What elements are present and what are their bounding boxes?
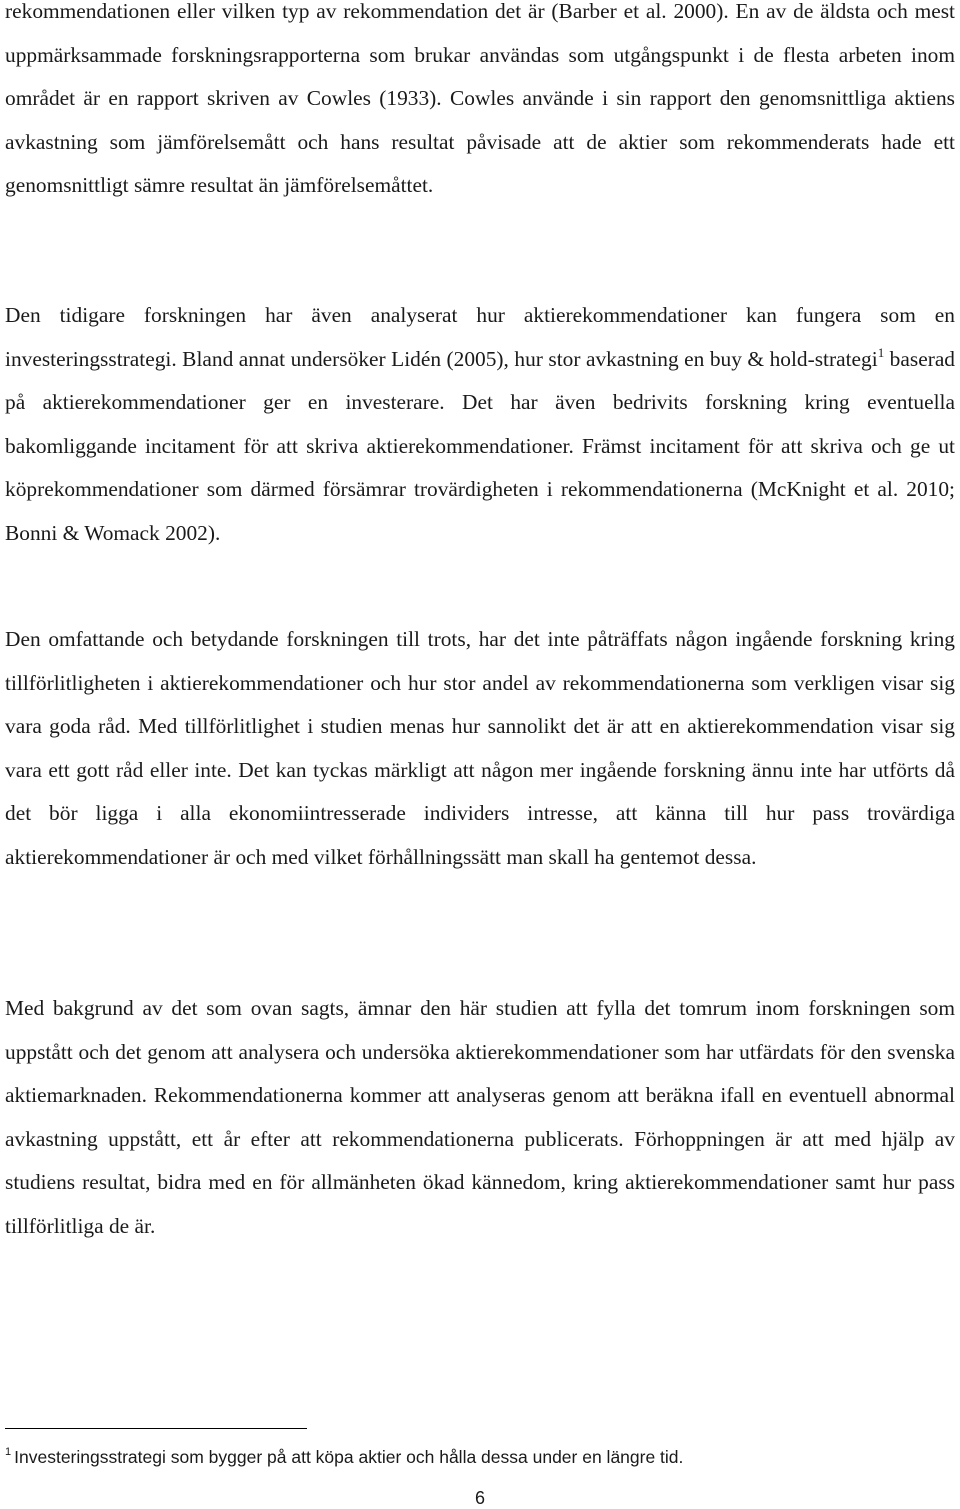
footnote-number: 1 [5,1446,12,1458]
footnote-text: Investeringsstrategi som bygger på att köpa aktier och hålla dessa under en längre tid. [14,1447,684,1467]
paragraph-3: Den omfattande och betydande forskningen till trots, har det inte påträffats någon ingående forskning kring tillförlitligheten i aktierekommendationer och hur stor andel av rekommendationerna som verkligen visar sig vara goda råd. Med tillförlitlighet i studien menas hur sannolikt det är att en aktierekommendation visar sig vara ett gott råd eller inte. Det kan tyckas märkligt att någon mer ingående forskning ännu inte har utförts då det bör ligga i alla ekonomiintresserade individers intresse, att känna till hur pass trovärdiga aktierekommendationer är och med vilket förhållningssätt man skall ha gentemot dessa. [5,627,955,869]
paragraph-2-text-after-note: baserad på aktierekommendationer ger en investerare. Det har även bedrivits forskning kring eventuella bakomliggande incitament för att skriva aktierekommendationer. Främst incitament för att skriva och ge ut köprekommendationer som därmed försämrar trovärdigheten i rekommendationerna (McKnight et al. 2010; Bonni & Womack 2002). [5,346,956,545]
paragraph-4: Med bakgrund av det som ovan sagts, ämnar den här studien att fylla det tomrum inom forskningen som uppstått och det genom att analysera och undersöka aktierekommendationer som har utfärdats för den svenska aktiemarknaden. Rekommendationerna kommer att analyseras genom att beräkna ifall en eventuell abnormal avkastning uppstått, ett år efter att rekommendationerna publicerats. Förhoppningen är att med hjälp av studiens resultat, bidra med en för allmänheten ökad kännedom, kring aktierekommendationer samt hur pass tillförlitliga de är. [5,996,955,1238]
footnote-reference[interactable]: 1 [877,344,885,360]
paragraph-2-text-before-note: Den tidigare forskningen har även analyserat hur aktierekommendationer kan fungera som en investeringsstrategi. Bland annat undersöker Lidén (2005), hur stor avkastning en buy & hold-strategi [5,303,955,371]
paragraph-2 [5,294,955,556]
paragraph-1: rekommendationen eller vilken typ av rekommendation det är (Barber et al. 2000). En av de äldsta och mest uppmärksammade forskningsrapporterna som brukar användas som utgångspunkt i de flesta arbeten inom området är en rapport skriven av Cowles (1933). Cowles använde i sin rapport den genomsnittliga aktiens avkastning som jämförelsemått och hans resultat påvisade att de aktier som rekommenderats hade ett genomsnittligt sämre resultat än jämförelsemåttet. [5,0,955,198]
page-number: 6 [474,1488,485,1508]
footnote [5,1440,955,1469]
footnote-divider [5,1428,307,1429]
